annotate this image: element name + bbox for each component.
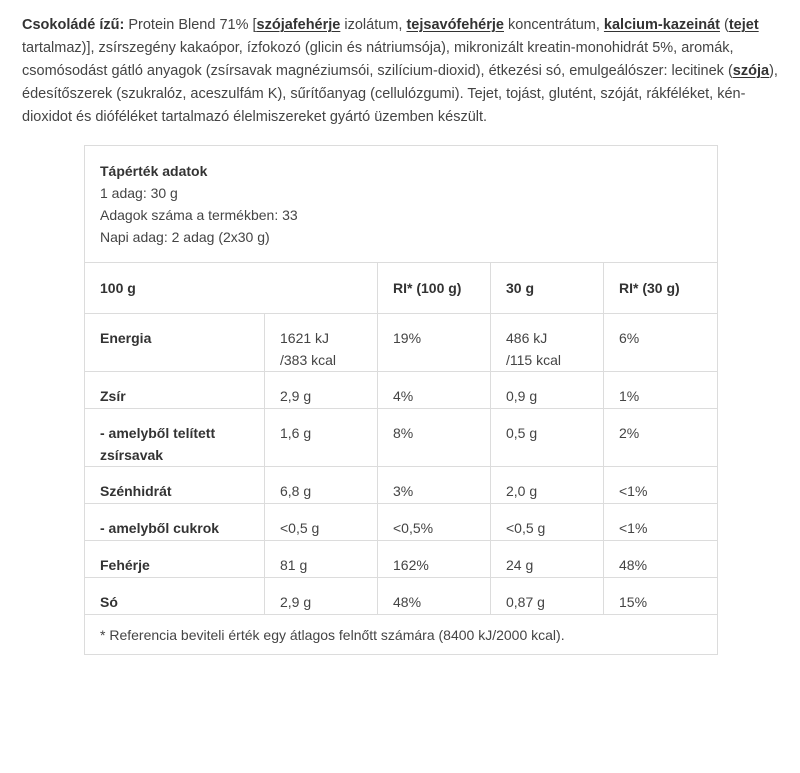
ri-30g: 6% <box>604 314 718 372</box>
nutrition-info-cell <box>85 146 718 263</box>
ri-100g: 48% <box>378 578 491 615</box>
table-row <box>85 467 718 504</box>
value-100g: 1,6 g <box>265 409 378 467</box>
row-label: Só <box>85 578 265 615</box>
header-ri-30g: RI* (30 g) <box>604 263 718 314</box>
table-row <box>85 504 718 541</box>
value-100g: <0,5 g <box>265 504 378 541</box>
ri-100g: 19% <box>378 314 491 372</box>
value-100g: 2,9 g <box>265 372 378 409</box>
ingredient-text-segment: tartalmaz)], zsírszegény kakaópor, ízfokozó (glicin és nátriumsója), mikronizált kreatin-monohidrát 5%, aromák, csomósodást gátló anyagok (zsírsavak magnéziumsói, szilícium-dioxid), étkezési só, emulgeálószer: lecitinek ( <box>22 40 734 79</box>
value-30g: 2,0 g <box>491 467 604 504</box>
ri-100g: 4% <box>378 372 491 409</box>
value-100g: 81 g <box>265 541 378 578</box>
footnote: * Referencia beviteli érték egy átlagos felnőtt számára (8400 kJ/2000 kcal). <box>85 615 718 655</box>
value-30g: <0,5 g <box>491 504 604 541</box>
header-100g: 100 g <box>85 263 378 314</box>
header-30g: 30 g <box>491 263 604 314</box>
ri-30g: <1% <box>604 467 718 504</box>
row-label: Fehérje <box>85 541 265 578</box>
ingredient-text-segment: Protein Blend 71% [ <box>124 17 257 33</box>
allergen-highlight: kalcium-kazeinát <box>603 17 720 33</box>
flavor-label: Csokoládé ízű: <box>22 17 125 33</box>
serving-size: 1 adag: 30 g <box>100 185 178 201</box>
allergen-highlight: szójafehérje <box>256 17 341 33</box>
ri-30g: 48% <box>604 541 718 578</box>
value-100g: 1621 kJ /383 kcal <box>265 314 378 372</box>
daily-serving: Napi adag: 2 adag (2x30 g) <box>100 229 270 245</box>
table-row <box>85 314 718 372</box>
ri-100g: 162% <box>378 541 491 578</box>
nutrition-table <box>84 145 718 655</box>
ri-30g: 1% <box>604 372 718 409</box>
table-row <box>85 541 718 578</box>
row-label: Szénhidrát <box>85 467 265 504</box>
row-label: Zsír <box>85 372 265 409</box>
ri-100g: 8% <box>378 409 491 467</box>
ingredient-text-segment: ( <box>719 17 729 33</box>
value-100g: 6,8 g <box>265 467 378 504</box>
value-30g: 0,5 g <box>491 409 604 467</box>
row-label: Energia <box>85 314 265 372</box>
value-30g: 486 kJ /115 kcal <box>491 314 604 372</box>
ingredient-text-segment: izolátum, <box>340 17 407 33</box>
header-ri-100g: RI* (100 g) <box>378 263 491 314</box>
allergen-highlight: tejet <box>728 17 759 33</box>
ingredients-body <box>22 17 778 125</box>
row-label: - amelyből cukrok <box>85 504 265 541</box>
value-30g: 0,87 g <box>491 578 604 615</box>
servings-per-container: Adagok száma a termékben: 33 <box>100 207 298 223</box>
footnote-row <box>85 615 718 655</box>
table-row <box>85 372 718 409</box>
value-30g: 24 g <box>491 541 604 578</box>
table-row <box>85 578 718 615</box>
value-100g: 2,9 g <box>265 578 378 615</box>
allergen-highlight: szója <box>732 63 770 79</box>
ingredient-text-segment: ), édesítőszerek (szukralóz, aceszulfám K), sűrítőanyag (cellulózgumi). Tejet, tojást, glutént, szóját, rákféléket, kén-dioxidot és dióféléket tartalmazó élelmiszereket gyártó üzemben készült. <box>22 63 778 125</box>
ri-100g: 3% <box>378 467 491 504</box>
table-header-row <box>85 263 718 314</box>
ingredient-text-segment: koncentrátum, <box>503 17 604 33</box>
value-30g: 0,9 g <box>491 372 604 409</box>
ingredients-text <box>22 14 782 129</box>
nutrition-title: Tápérték adatok <box>100 163 208 179</box>
table-row <box>85 409 718 467</box>
ri-100g: <0,5% <box>378 504 491 541</box>
ri-30g: <1% <box>604 504 718 541</box>
ri-30g: 2% <box>604 409 718 467</box>
ri-30g: 15% <box>604 578 718 615</box>
row-label: - amelyből telített zsírsavak <box>85 409 265 467</box>
allergen-highlight: tejsavófehérje <box>406 17 504 33</box>
